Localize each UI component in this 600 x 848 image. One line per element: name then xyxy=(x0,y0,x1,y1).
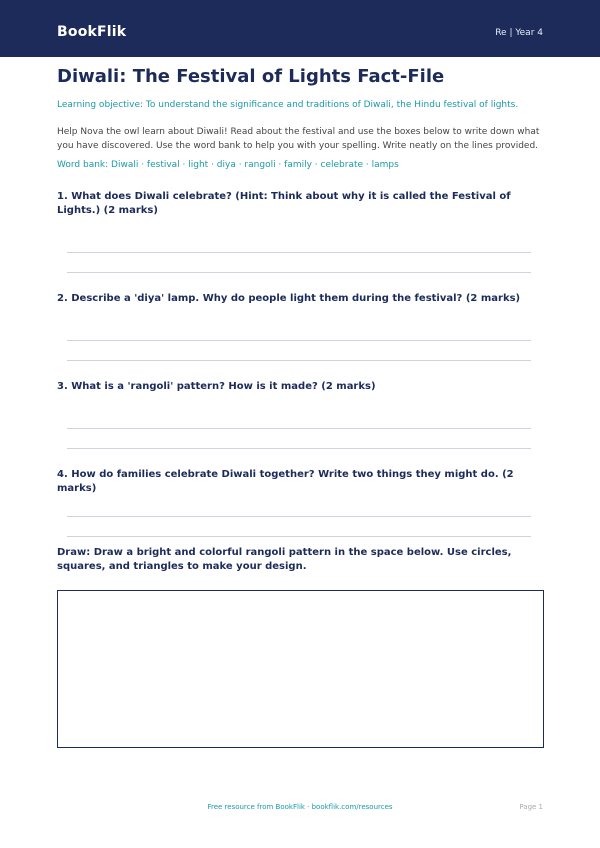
brand-logo: BookFlik xyxy=(57,24,127,40)
word-bank: Word bank: Diwali · festival · light · diya · rangoli · family · celebrate · lamps xyxy=(57,160,399,170)
answer-line[interactable] xyxy=(67,516,531,517)
drawing-box[interactable] xyxy=(57,590,544,748)
answer-line[interactable] xyxy=(67,340,531,341)
question-1: 1. What does Diwali celebrate? (Hint: Think about why it is called the Festival of Lights.) (2 marks) xyxy=(57,191,511,216)
page-header xyxy=(0,0,600,57)
question-3: 3. What is a 'rangoli' pattern? How is it made? (2 marks) xyxy=(57,381,376,392)
subject-year-label: Re | Year 4 xyxy=(495,28,543,38)
answer-line[interactable] xyxy=(67,448,531,449)
page-title: Diwali: The Festival of Lights Fact-File xyxy=(57,66,445,87)
question-4: 4. How do families celebrate Diwali together? Write two things they might do. (2 marks) xyxy=(57,469,514,494)
draw-prompt: Draw: Draw a bright and colorful rangoli pattern in the space below. Use circles, squares, and triangles to make your design. xyxy=(57,547,512,572)
footer-resource-text: Free resource from BookFlik · bookflik.com/resources xyxy=(207,803,393,811)
answer-line[interactable] xyxy=(67,536,531,537)
page-number: Page 1 xyxy=(519,803,543,811)
answer-line[interactable] xyxy=(67,252,531,253)
answer-line[interactable] xyxy=(67,360,531,361)
answer-line[interactable] xyxy=(67,272,531,273)
question-2: 2. Describe a 'diya' lamp. Why do people light them during the festival? (2 marks) xyxy=(57,293,521,304)
learning-objective: Learning objective: To understand the significance and traditions of Diwali, the Hindu festival of lights. xyxy=(57,100,519,110)
intro-text: Help Nova the owl learn about Diwali! Read about the festival and use the boxes below to write down what you have discovered. Use the word bank to help you with your spelling. Write neatly on the lines provided. xyxy=(57,127,540,151)
answer-line[interactable] xyxy=(67,428,531,429)
